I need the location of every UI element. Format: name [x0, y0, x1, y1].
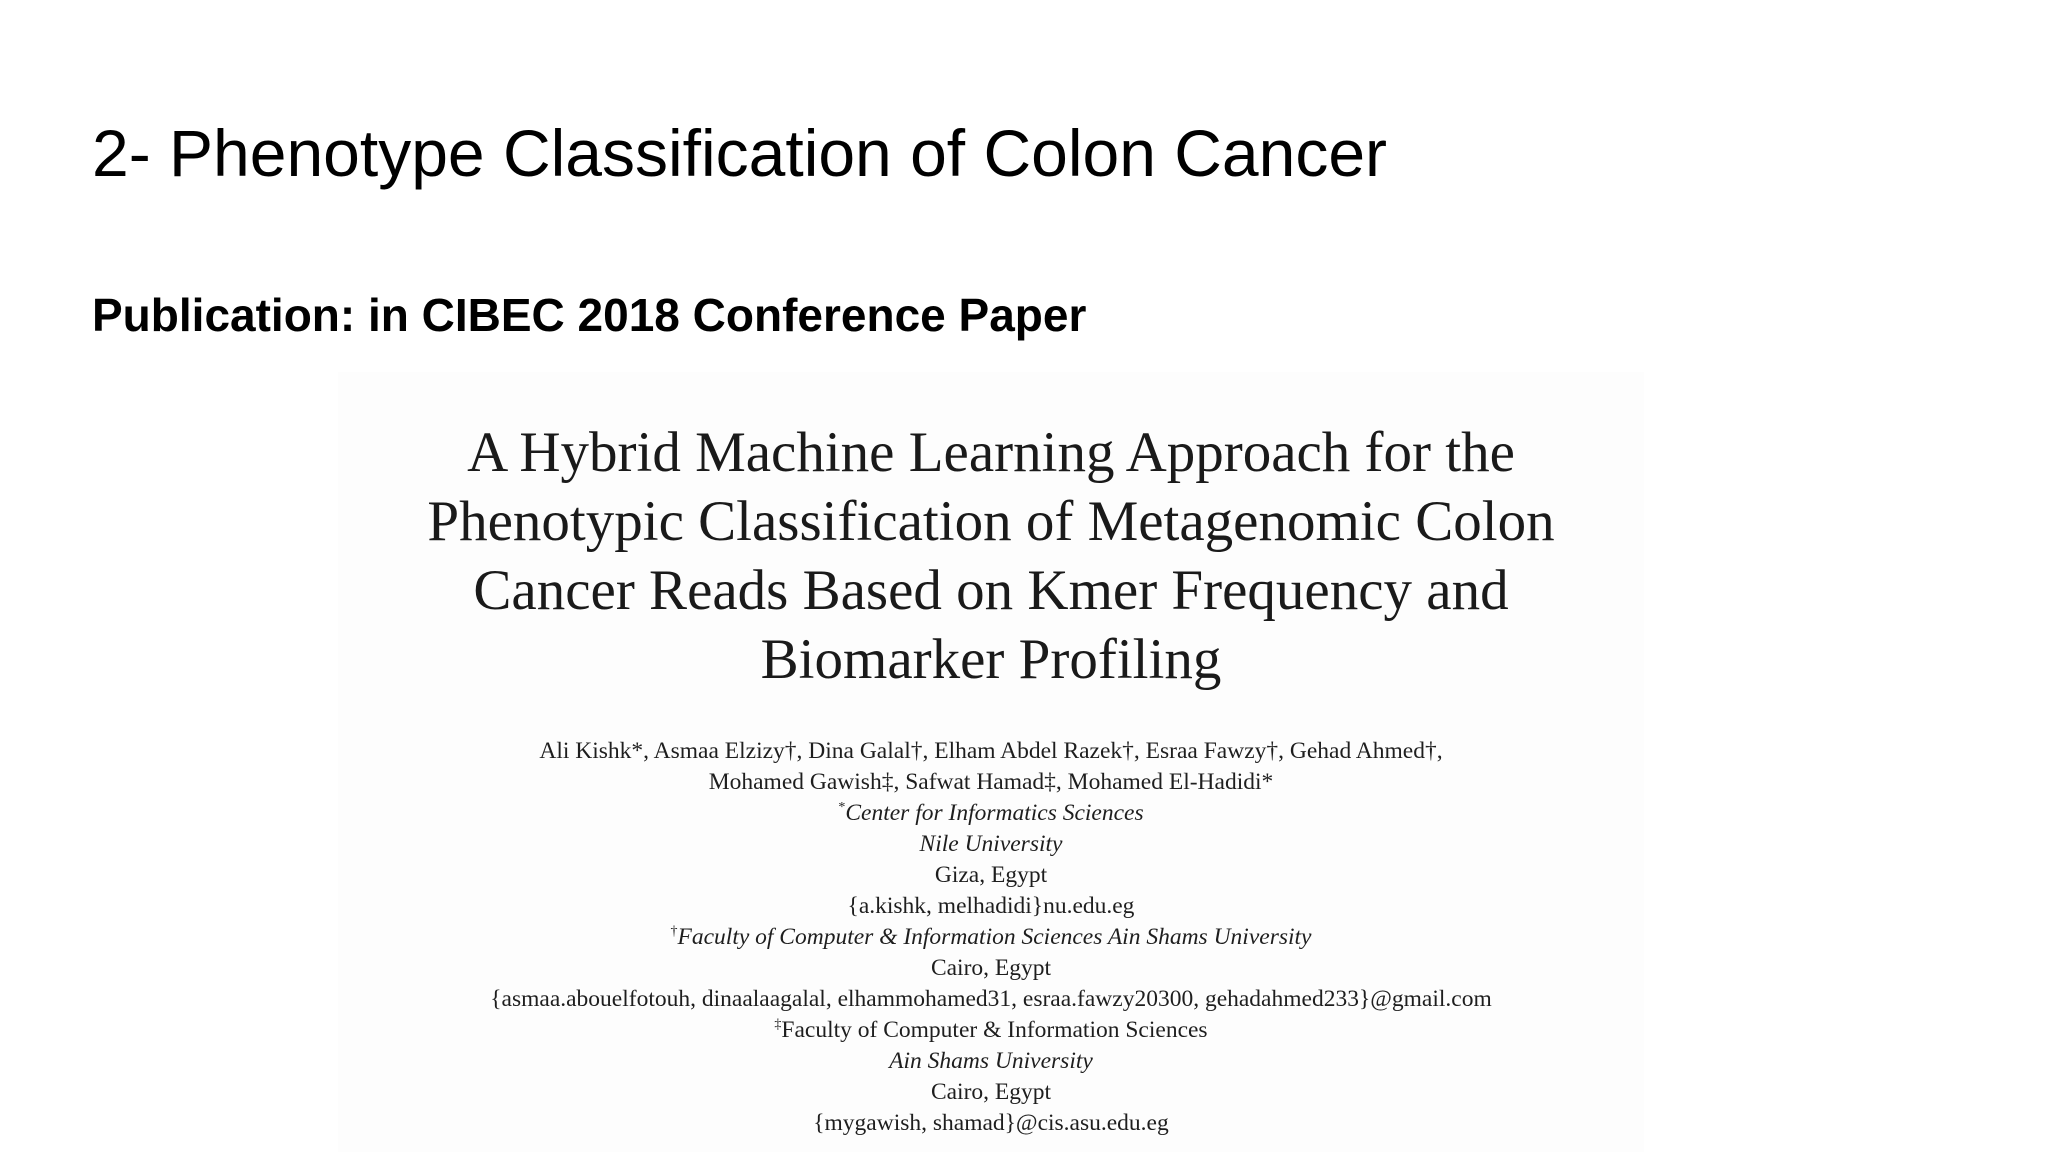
affiliation-text: Nile University: [919, 831, 1063, 857]
affiliation-text: Ain Shams University: [889, 1048, 1093, 1074]
affiliation-mark: *: [838, 800, 846, 815]
affiliation-text: {asmaa.abouelfotouh, dinaalaagalal, elhammohamed31, esraa.fawzy20300, gehadahmed233}@gmail.com: [490, 986, 1492, 1012]
affiliation-line: [338, 1046, 1644, 1077]
publication-subtitle: Publication: in CIBEC 2018 Conference Paper: [92, 289, 1087, 341]
affiliation-text: Giza, Egypt: [934, 862, 1048, 888]
affiliation-line: [338, 1015, 1644, 1046]
affiliation-text: {a.kishk, melhadidi}nu.edu.eg: [847, 893, 1135, 919]
paper-title-line: Cancer Reads Based on Kmer Frequency and: [473, 559, 1509, 622]
affiliation-text: Cairo, Egypt: [930, 955, 1052, 981]
paper-affiliations: [338, 798, 1644, 1139]
paper-title-line: Biomarker Profiling: [760, 628, 1222, 691]
affiliation-mark: ‡: [774, 1017, 782, 1032]
affiliation-line: [338, 984, 1644, 1015]
affiliation-line: [338, 953, 1644, 984]
affiliation-mark: †: [670, 924, 678, 939]
paper-header-image: [338, 372, 1644, 1152]
affiliation-text: Center for Informatics Sciences: [845, 800, 1144, 826]
paper-title-line: Phenotypic Classification of Metagenomic Colon: [427, 490, 1555, 553]
paper-title: [338, 418, 1644, 694]
affiliation-line: [338, 829, 1644, 860]
slide-title: 2- Phenotype Classification of Colon Cancer: [92, 116, 1388, 190]
affiliation-line: [338, 922, 1644, 953]
affiliation-line: [338, 891, 1644, 922]
affiliation-line: [338, 860, 1644, 891]
affiliation-text: {mygawish, shamad}@cis.asu.edu.eg: [813, 1110, 1169, 1136]
paper-authors-line: Mohamed Gawish‡, Safwat Hamad‡, Mohamed El-Hadidi*: [708, 769, 1274, 795]
paper-author-block: [338, 736, 1644, 1139]
affiliation-text: Faculty of Computer & Information Sciences Ain Shams University: [677, 924, 1312, 950]
affiliation-line: [338, 1108, 1644, 1139]
affiliation-line: [338, 798, 1644, 829]
affiliation-text: Faculty of Computer & Information Sciences: [781, 1017, 1208, 1043]
affiliation-text: Cairo, Egypt: [930, 1079, 1052, 1105]
affiliation-line: [338, 1077, 1644, 1108]
paper-title-line: A Hybrid Machine Learning Approach for the: [467, 421, 1515, 484]
paper-authors-line: Ali Kishk*, Asmaa Elzizy†, Dina Galal†, Elham Abdel Razek†, Esraa Fawzy†, Gehad Ahmed†,: [539, 738, 1443, 764]
